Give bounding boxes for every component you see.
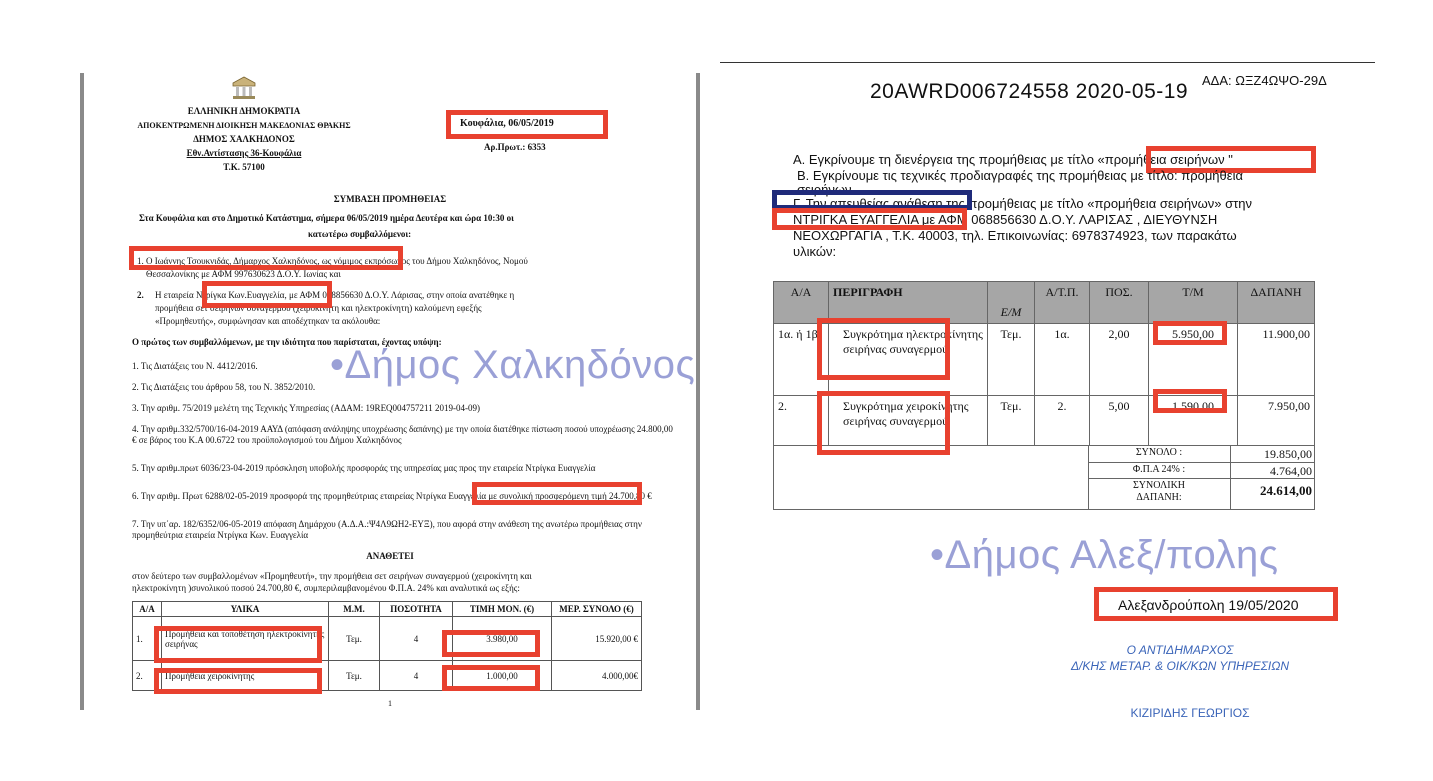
table-cell: Προμήθεια και τοποθέτηση ηλεκτροκίνητης σειρήνας: [162, 617, 329, 661]
red-highlight-box: [817, 318, 950, 380]
consideration-item-1: 1. Τις Διατάξεις του Ν. 4412/2016.: [132, 361, 258, 371]
party2-number: 2.: [137, 290, 144, 300]
document-date: Κουφάλια, 06/05/2019: [460, 118, 554, 129]
approval-line-a: Α. Εγκρίνουμε τη διενέργεια της προμήθειας με τίτλο «προμήθεια σειρήνων ": [793, 152, 1233, 167]
sum-value: 19.850,00: [1264, 447, 1312, 461]
vat-label: Φ.Π.Α 24% :: [1132, 464, 1186, 475]
left-table-header: [133, 602, 642, 617]
signer-role-1: Ο ΑΝΤΙΔΗΜΑΡΧΟΣ: [1126, 643, 1234, 657]
assignment-line-1: στον δεύτερο των συμβαλλομένων «Προμηθευτή», την προμήθεια σετ σειρήνων συναγερμού (χειροκίνητη και: [132, 571, 532, 581]
table-cell: 5.950,00: [1149, 324, 1238, 396]
left-col-subtotal: ΜΕΡ. ΣΥΝΟΛΟ (€): [552, 602, 642, 617]
approval-line-c2: ΝΤΡΙΓΚΑ ΕΥΑΓΓΕΛΙΑ με ΑΦΜ 068856630 Δ.Ο.Υ. ΛΑΡΙΣΑΣ , ΔΙΕΥΘΥΝΣΗ: [793, 212, 1218, 227]
left-col-quantity: ΠΟΣΟΤΗΤΑ: [380, 602, 453, 617]
table-cell: Τεμ.: [329, 661, 380, 691]
consideration-item-3: 3. Την αριθμ. 75/2019 μελέτη της Τεχνικής Υπηρεσίας (ΑΔΑΜ: 19REQ004757211 2019-04-09): [132, 403, 480, 413]
page-number: 1: [388, 699, 392, 708]
red-highlight-box: [817, 391, 950, 455]
signer-name: ΚΙΖΙΡΙΔΗΣ ΓΕΩΡΓΙΟΣ: [1130, 706, 1250, 720]
left-col-aa: Α/Α: [133, 602, 162, 617]
red-highlight-box: [154, 668, 322, 694]
table-cell: Προμήθεια χειροκίνητης: [162, 661, 329, 691]
table-cell: 4.000,00€: [552, 661, 642, 691]
right-col-article: Α/Τ.Π.: [1035, 282, 1090, 324]
table-cell: 2.: [774, 396, 829, 446]
table-cell: 1α.: [1035, 324, 1090, 396]
table-cell: 11.900,00: [1238, 324, 1315, 396]
consideration-item-4: 4. Την αριθμ.332/5700/16-04-2019 ΑΑΥΔ (απόφαση ανάληψης υποχρέωσης δαπάνης) με την οποία διατέθηκε πίστωση ποσού υποχρέωσης 24.800,00 € σε βάρος του Κ.Α 00.6722 του προϋπολογισμού του Δήμου Χαλκηδόνος: [132, 424, 673, 445]
intro-line-2: κατωτέρω συμβαλλόμενοι:: [308, 229, 412, 239]
document-title: ΣΥΜΒΑΣΗ ΠΡΟΜΗΘΕΙΑΣ: [333, 194, 447, 204]
table-cell: 7.950,00: [1238, 396, 1315, 446]
party1-line-1: 1. Ο Ιωάννης Τσουκνιδάς, Δήμαρχος Χαλκηδόνος, ως νόμιμος εκπρόσωπος του Δήμου Χαλκηδόνος, Νομού: [137, 256, 528, 266]
party2-line-1: Η εταιρεία Ντρίγκα Κων.Ευαγγελία, με ΑΦΜ 068856630 Δ.Ο.Υ. Λάρισας, στην οποία ανατέθηκε η: [155, 290, 515, 300]
party2-line-3: «Προμηθευτής», συμφώνησαν και αποδέχτηκαν τα ακόλουθα:: [155, 316, 381, 326]
header-line-3: ΔΗΜΟΣ ΧΑΛΚΗΔΟΝΟΣ: [193, 134, 295, 144]
vat-value: 4.764,00: [1270, 464, 1312, 478]
table-cell: 5,00: [1090, 396, 1149, 446]
table-cell: 1.: [133, 617, 162, 661]
table-cell: 2.: [133, 661, 162, 691]
table-cell: 15.920,00 €: [552, 617, 642, 661]
table-cell: 1.590,00: [1149, 396, 1238, 446]
consideration-item-2: 2. Τις Διατάξεις του άρθρου 58, του Ν. 3852/2010.: [132, 382, 316, 392]
totals-block: [773, 446, 1315, 510]
blue-highlight-box: [772, 190, 972, 210]
table-cell: Συγκρότημα ηλεκτροκίνητης σειρήνας συναγερμού: [829, 324, 988, 396]
right-col-unit: Ε/Μ: [988, 282, 1035, 324]
anathetei-heading: ΑΝΑΘΕΤΕΙ: [366, 551, 414, 561]
watermark-left: •Δήμος Χαλκηδόνος: [330, 343, 696, 387]
party2-line-2: προμήθεια σετ σειρήνων συναγερμού (χειροκίνητη και ηλεκτροκίνητη) καλούμενη εφεξής: [155, 303, 482, 313]
red-highlight-box: [202, 281, 332, 308]
approval-line-c4: υλικών:: [793, 244, 837, 259]
top-rule: [720, 62, 1375, 63]
table-cell: 2.: [1035, 396, 1090, 446]
table-cell: Τεμ.: [988, 324, 1035, 396]
right-col-cost: ΔΑΠΑΝΗ: [1238, 282, 1315, 324]
protocol-number: Αρ.Πρωτ.: 6353: [484, 142, 546, 152]
right-col-description: ΠΕΡΙΓΡΑΦΗ: [829, 282, 988, 324]
party1-line-2: Θεσσαλονίκης με ΑΦΜ 997630623 Δ.Ο.Υ. Ιωνίας και: [146, 269, 341, 279]
signer-role-2: Δ/ΚΗΣ ΜΕΤΑΡ. & ΟΙΚ/ΚΩΝ ΥΠΗΡΕΣΙΩΝ: [1070, 659, 1290, 673]
red-highlight-box: [1094, 587, 1338, 621]
consideration-item-5: 5. Την αριθμ.πρωτ 6036/23-04-2019 πρόσκληση υποβολής προσφοράς της υπηρεσίας μας προς την εταιρεία Ντρίγκα Ευαγγελία: [132, 463, 596, 473]
table-cell: 4: [380, 661, 453, 691]
place-date: Αλεξανδρούπολη 19/05/2020: [1118, 597, 1299, 613]
red-highlight-box: [446, 110, 608, 139]
header-line-4: Εθν.Αντίστασης 36-Κουφάλια: [186, 148, 302, 158]
adam-code: 20AWRD006724558 2020-05-19: [870, 80, 1189, 103]
total-label: ΣΥΝΟΛΙΚΗ ΔΑΠΑΝΗ:: [1132, 480, 1186, 503]
left-col-items: ΥΛΙΚΑ: [162, 602, 329, 617]
table-cell: Τεμ.: [329, 617, 380, 661]
table-cell: Συγκρότημα χειροκίνητης σειρήνας συναγερμού: [829, 396, 988, 446]
approval-line-b1: Β. Εγκρίνουμε τις τεχνικές προδιαγραφές της προμήθειας με τίτλο: προμήθεια: [797, 168, 1243, 183]
considering-heading: Ο πρώτος των συμβαλλόμενων, με την ιδιότητα που παρίσταται, έχοντας υπόψη:: [132, 337, 442, 347]
table-cell: 1α. ή 1β.: [774, 324, 829, 396]
red-highlight-box: [129, 246, 403, 270]
red-highlight-box: [154, 626, 322, 663]
red-highlight-box: [442, 630, 540, 657]
right-col-quantity: ΠΟΣ.: [1090, 282, 1149, 324]
table-cell: 3.980,00: [453, 617, 552, 661]
greek-emblem-icon: [229, 75, 259, 101]
left-col-unit-price: ΤΙΜΗ ΜΟΝ. (€): [453, 602, 552, 617]
header-line-1: ΕΛΛΗΝΙΚΗ ΔΗΜΟΚΡΑΤΙΑ: [187, 106, 301, 116]
intro-line-1: Στα Κουφάλια και στο Δημοτικό Κατάστημα, σήμερα 06/05/2019 ημέρα Δευτέρα και ώρα 10:30 οι: [139, 213, 514, 223]
red-highlight-box: [472, 482, 642, 505]
table-cell: 4: [380, 617, 453, 661]
total-value: 24.614,00: [1260, 483, 1312, 498]
consideration-item-7: 7. Την υπ΄αρ. 182/6352/06-05-2019 απόφαση Δημάρχου (Α.Δ.Α.:Ψ4Λ9ΩΗ2-ΕΥΞ), που αφορά στην ανάθεση της ανωτέρω προμήθειας στην προμηθεύτρια εταιρεία Ντρίγκα Κων. Ευαγγελία: [132, 519, 642, 540]
approval-line-c3: ΝΕΟΧΩΡΓΑΓΙΑ , Τ.Κ. 40003, τηλ. Επικοινωνίας: 6978374923, των παρακάτω: [793, 228, 1237, 243]
red-highlight-box: [772, 208, 967, 230]
header-line-5: Τ.Κ. 57100: [223, 162, 265, 172]
table-cell: 1.000,00: [453, 661, 552, 691]
sum-label: ΣΥΝΟΛΟ :: [1135, 447, 1183, 458]
watermark-right: •Δήμος Αλεξ/πολης: [930, 533, 1279, 577]
ada-code: ΑΔΑ: ΩΞΖ4ΩΨΟ-29Δ: [1202, 73, 1327, 88]
red-highlight-box: [1153, 389, 1227, 413]
red-highlight-box: [1153, 321, 1227, 345]
right-col-unit-price: Τ/Μ: [1149, 282, 1238, 324]
right-col-aa: Α/Α: [774, 282, 829, 324]
table-cell: 2,00: [1090, 324, 1149, 396]
left-document: [80, 73, 700, 710]
assignment-line-2: ηλεκτροκίνητη )συνολικού ποσού 24.700,80 €, συμπεριλαμβανομένου Φ.Π.Α. 24% και αναλυτικά ως εξής:: [132, 583, 520, 593]
header-line-2: ΑΠΟΚΕΝΤΡΩΜΕΝΗ ΔΙΟΙΚΗΣΗ ΜΑΚΕΔΟΝΙΑΣ ΘΡΑΚΗΣ: [137, 121, 351, 130]
approval-line-c1: Γ. Την απευθείας ανάθεση της προμήθειας με τίτλο «προμήθεια σειρήνων» στην: [793, 196, 1253, 211]
red-highlight-box: [442, 665, 540, 691]
left-col-unit: Μ.Μ.: [329, 602, 380, 617]
consideration-item-6: 6. Την αριθμ. Πρωτ 6288/02-05-2019 προσφορά της προμηθεύτριας εταιρείας Ντρίγκα Ευαγγελία με συνολική προσφερόμενη τιμή 24.700,80 €: [132, 491, 652, 501]
approval-line-b2: σειρήνων: [797, 182, 852, 197]
table-cell: Τεμ.: [988, 396, 1035, 446]
